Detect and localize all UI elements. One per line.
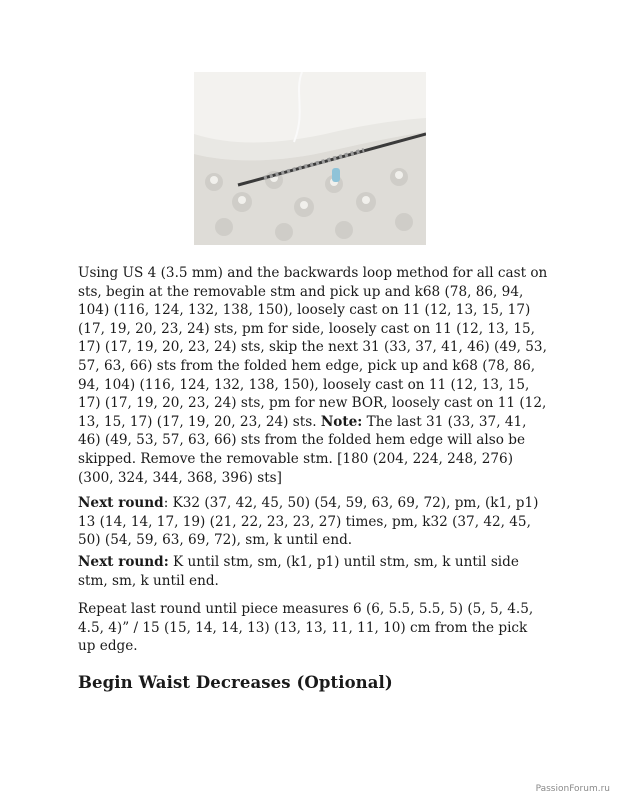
instruction-paragraph-next-round-1 <box>78 494 548 550</box>
instruction-paragraph-repeat <box>78 600 548 656</box>
section-heading: Begin Waist Decreases (Optional) <box>78 673 393 692</box>
paragraph-text: : K32 (37, 42, 45, 50) (54, 59, 63, 69, 72), pm, (k1, p1) 13 (14, 14, 17, 19) (21, 22, 23, 23, 27) times, pm, k32 (37, 42, 45, 50) (54, 59, 63, 69, 72), sm, k until end. <box>78 495 539 549</box>
round-label: Next round: <box>78 554 169 570</box>
watermark: PassionForum.ru <box>535 784 610 794</box>
instruction-paragraph-next-round-2 <box>78 553 548 590</box>
paragraph-text: Repeat last round until piece measures 6 (6, 5.5, 5.5, 5) (5, 5, 4.5, 4.5, 4)” / 15 (15, 14, 14, 13) (13, 13, 11, 11, 10) cm from the pick up edge. <box>78 601 534 655</box>
knitting-photo <box>194 72 426 245</box>
instruction-paragraph-cast-on <box>78 264 548 487</box>
knitting-illustration <box>194 72 426 245</box>
note-text: The last 31 (33, 37, 41, 46) (49, 53, 57, 63, 66) sts from the folded hem edge will also be skipped. Remove the removable stm. [180 (204, 224, 248, 276) (300, 324, 344, 368, 396) sts] <box>78 413 527 486</box>
round-label: Next round <box>78 495 164 511</box>
paragraph-text: K until stm, sm, (k1, p1) until stm, sm, k until side stm, sm, k until end. <box>78 554 519 589</box>
paragraph-text: Using US 4 (3.5 mm) and the backwards loop method for all cast on sts, begin at the removable stm and pick up and k68 (78, 86, 94, 104) (116, 124, 132, 138, 150), loosely cast on 11 (12, 13, 15, 17) (17, 19, 20, 23, 24) sts, pm for side, loosely cast on 11 (12, 13, 15, 17) (17, 19, 20, 23, 24) sts, skip the next 31 (33, 37, 41, 46) (49, 53, 57, 63, 66) sts from the folded hem edge, pick up and k68 (78, 86, 94, 104) (116, 124, 132, 138, 150), loosely cast on 11 (12, 13, 15, 17) (17, 19, 20, 23, 24) sts, pm for new BOR, loosely cast on 11 (12, 13, 15, 17) (17, 19, 20, 23, 24) sts. <box>78 265 548 430</box>
note-label: Note: <box>320 413 363 430</box>
